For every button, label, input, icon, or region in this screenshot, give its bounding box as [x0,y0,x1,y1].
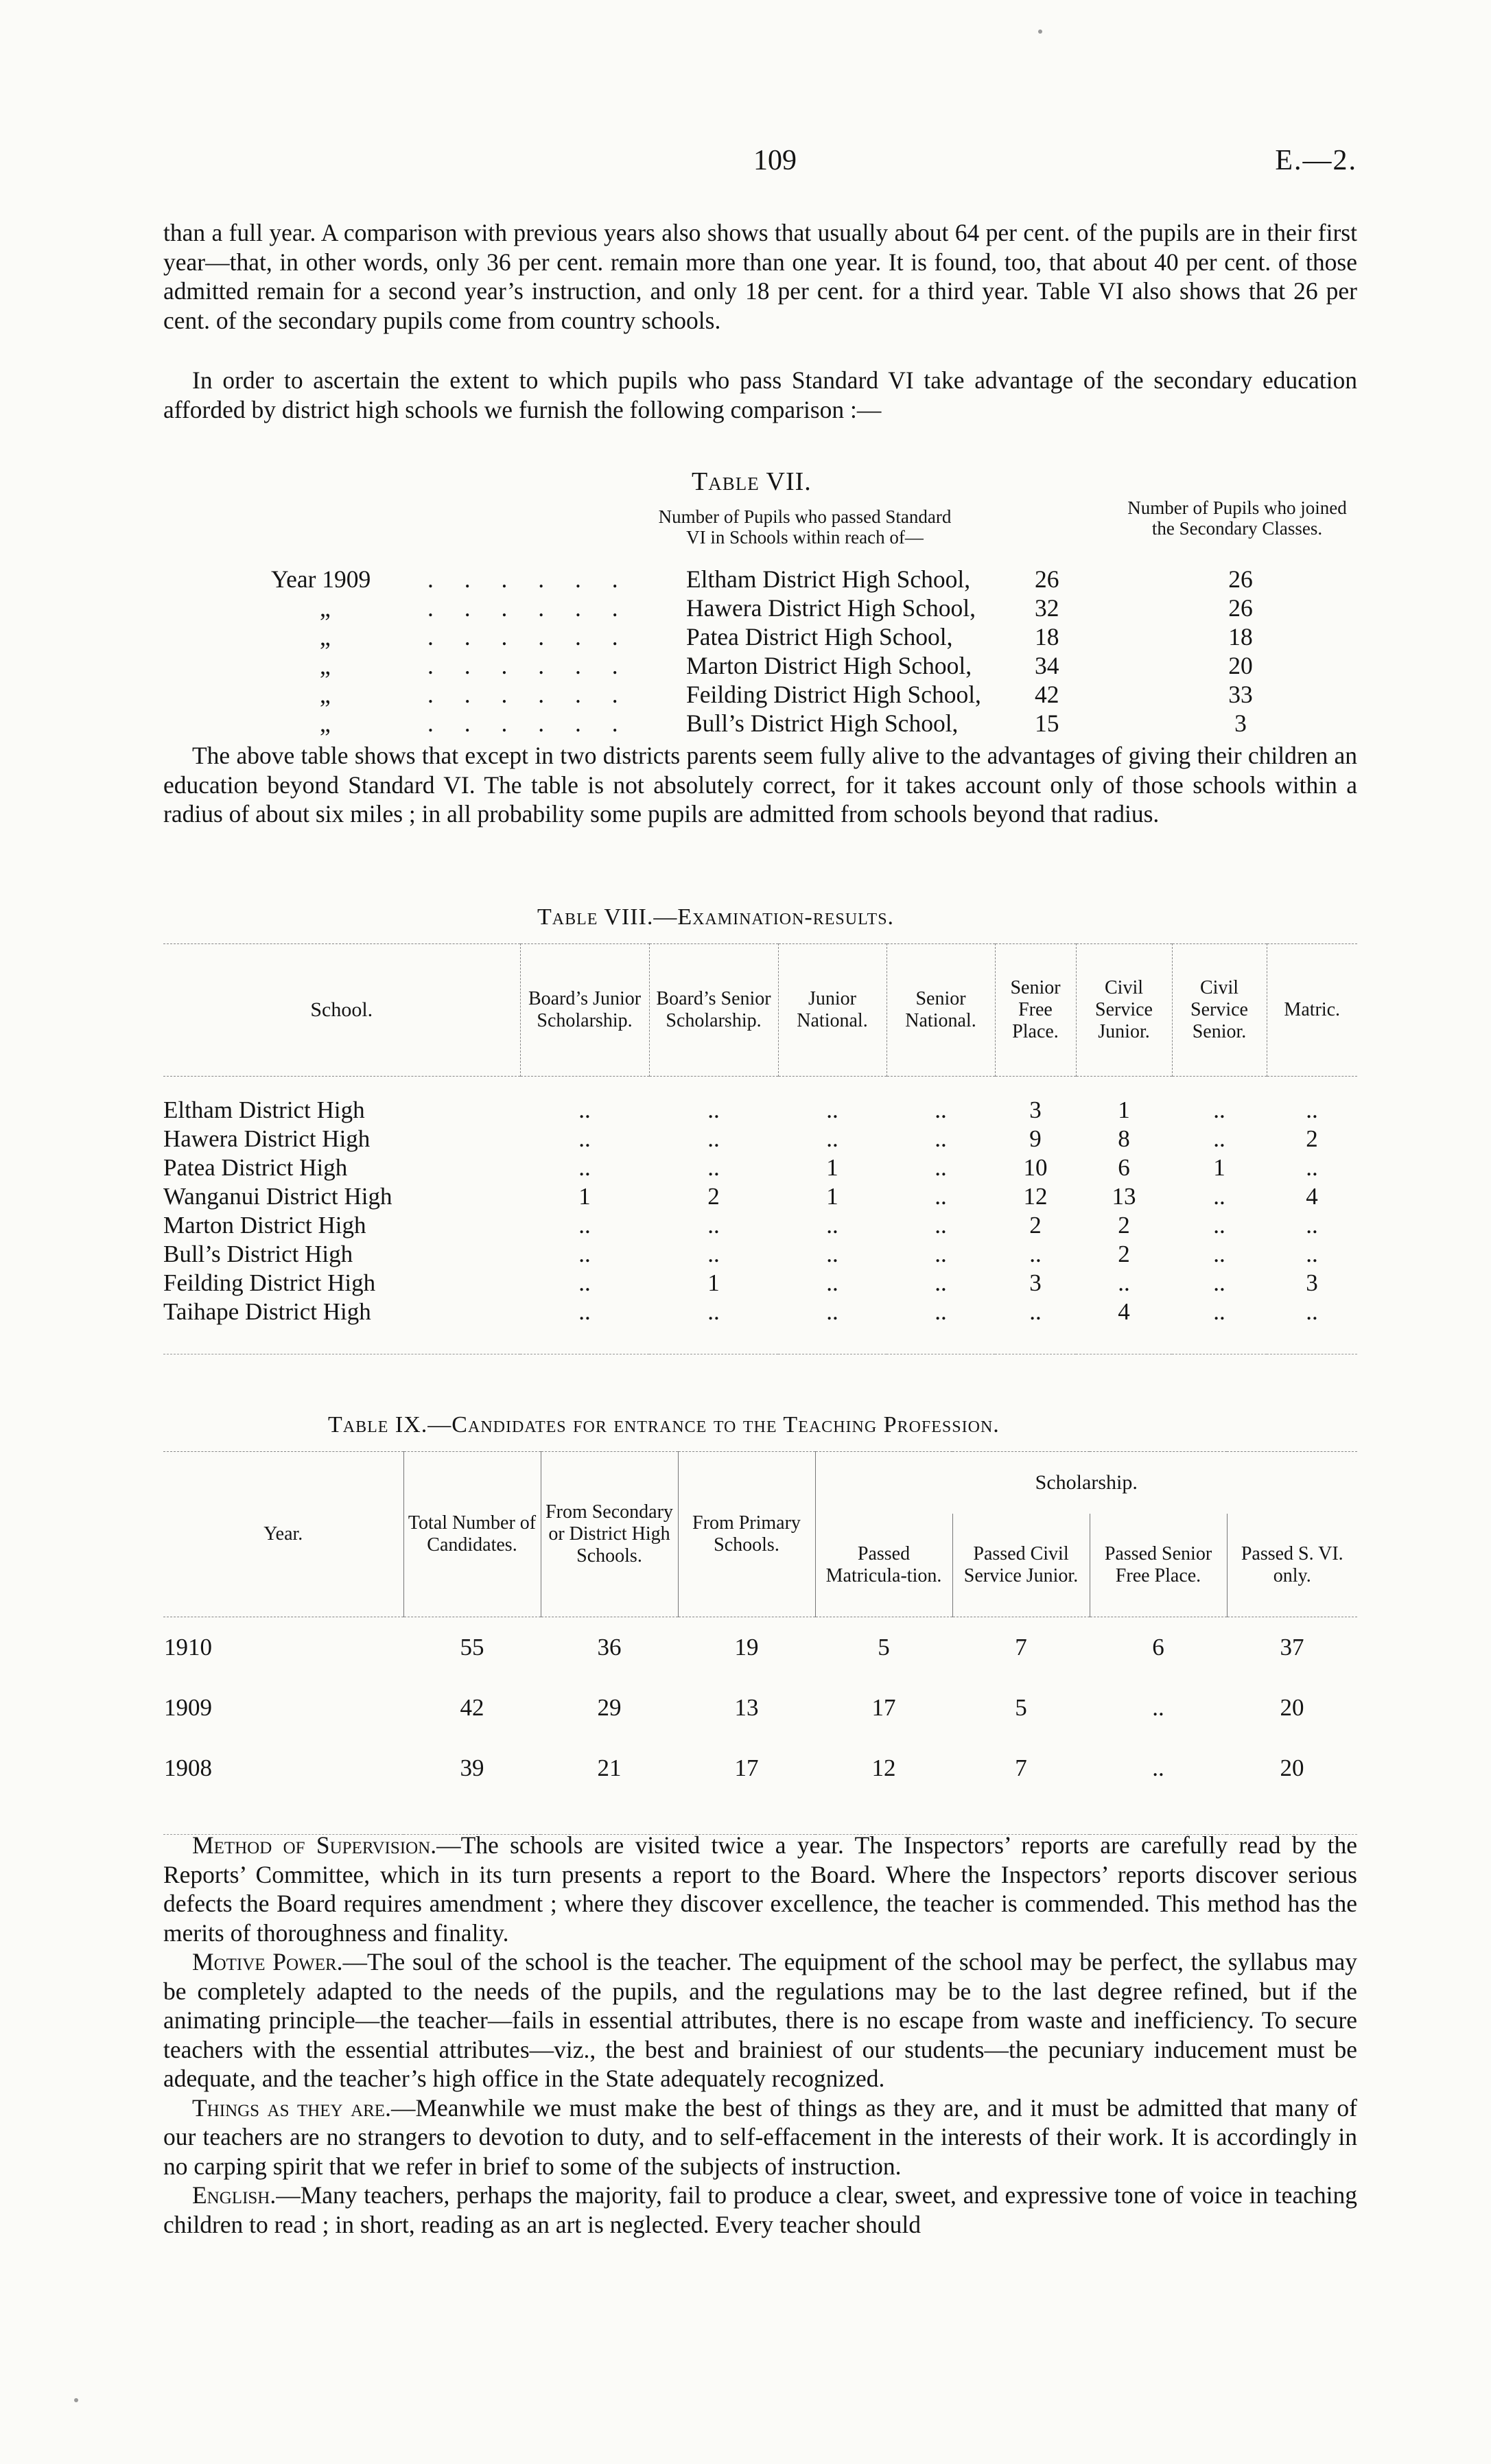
table8-school-name: Feilding District High [163,1269,376,1296]
table8-cell: .. [1306,1212,1318,1239]
table8-cell: 1 [1118,1096,1130,1123]
table7-passed: 26 [1035,565,1059,593]
table8-cell: 1 [826,1183,838,1210]
leader-dots: . . . . . . [427,709,631,737]
table8-header-matric: Matric. [1267,944,1357,1077]
table8-cell: .. [1306,1154,1318,1181]
table9-header-total: Total Number of Candidates. [403,1452,541,1617]
table7-year: „ [320,594,331,622]
section-paragraph [163,2181,1357,2239]
table8-cell: .. [578,1096,591,1123]
section-paragraph [163,1947,1357,2093]
table8-cell: .. [935,1298,947,1325]
table8-cell: .. [1213,1096,1225,1123]
leader-dots: . . . . . . [427,623,631,650]
table8-cell: .. [578,1298,591,1325]
table8-cell: .. [707,1154,720,1181]
section-paragraph [163,2093,1357,2181]
table8-cell: 9 [1029,1125,1042,1152]
table8-header-junior-national: Junior National. [778,944,887,1077]
table7-school: Marton District High School, [686,652,972,679]
table9-year: 1910 [164,1634,212,1661]
table9-year: 1909 [164,1694,212,1721]
table7-joined: 20 [1228,652,1253,679]
table9-header-matriculation: Passed Matricula-tion. [815,1514,952,1617]
table8-cell: .. [1306,1241,1318,1267]
table9-cell: 5 [1015,1694,1027,1721]
table8-cell: 4 [1118,1298,1130,1325]
section-heading: Things as they are. [192,2093,391,2122]
table8-cell: 2 [1118,1241,1130,1267]
table9-cell: 17 [734,1755,759,1781]
table7-school: Bull’s District High School, [686,709,959,737]
table7-joined: 18 [1228,623,1253,650]
table9-year: 1908 [164,1755,212,1781]
leader-dots: . . . . . . [427,652,631,679]
table8-row [163,1211,1357,1240]
table8-cell: 2 [1118,1212,1130,1239]
table9-cell: 55 [460,1634,484,1661]
table9-header-year: Year. [263,1523,303,1545]
table8-cell: .. [1213,1183,1225,1210]
table9-cell: 37 [1280,1634,1304,1661]
table8-cell: .. [1306,1096,1318,1123]
table8-cell: .. [1029,1241,1042,1267]
table7-row [163,709,1357,738]
table8-header-school: School. [310,998,373,1021]
table8-cell: 4 [1306,1183,1318,1210]
table8-cell: .. [578,1154,591,1181]
table8-school-name: Patea District High [163,1154,348,1181]
section-text: —Meanwhile we must make the best of things as they are, and it must be admitted that many of our teachers are no strangers to devotion to duty, and to self-effacement in the interests of their work. It is accordingly in no carping spirit that we refer in brief to some of the subjects of instruction. [163,2093,1358,2180]
table8-school-name: Bull’s District High [163,1241,353,1267]
section-heading: Motive Power. [192,1948,343,1975]
table7-passed: 42 [1035,681,1059,708]
table9-header-civil-service: Passed Civil Service Junior. [952,1514,1090,1617]
table8-cell: .. [578,1212,591,1239]
table8-row [163,1240,1357,1269]
table8-cell: .. [1029,1298,1042,1325]
table9-cell: 42 [460,1694,484,1721]
table8-cell: 12 [1023,1183,1048,1210]
table8-row [163,1182,1357,1211]
table9-row [163,1738,1357,1798]
table7-row [163,565,1357,594]
table8-cell: .. [707,1241,720,1267]
table8-cell: .. [826,1096,838,1123]
leader-dots: . . . . . . [427,681,631,708]
page-header [163,144,1357,185]
table7-school: Patea District High School, [686,623,953,650]
table8-school-name: Wanganui District High [163,1183,392,1210]
table8-cell: 10 [1023,1154,1048,1181]
table9-header-senior-free-place: Passed Senior Free Place. [1090,1514,1227,1617]
section-paragraph [163,1831,1357,1947]
table7-passed: 15 [1035,709,1059,737]
table7-header-passed: Number of Pupils who passed Standard VI in Schools within reach of— [658,506,952,548]
table8-school-name: Eltham District High [163,1096,365,1123]
table7-row [163,622,1357,651]
table9-cell: 7 [1015,1634,1027,1661]
table8-cell: .. [707,1298,720,1325]
table8-cell: .. [1213,1212,1225,1239]
table8-cell: 2 [1306,1125,1318,1152]
table8-cell: .. [707,1096,720,1123]
table8-cell: .. [1213,1298,1225,1325]
table9-title: Table IX.—Candidates for entrance to the Teaching Profession. [328,1412,1000,1438]
scan-speck [1038,30,1042,34]
table7-row [163,594,1357,622]
table8-cell: 2 [707,1183,720,1210]
table8-cell: 3 [1029,1269,1042,1296]
table8-cell: 13 [1112,1183,1136,1210]
section-text: —The soul of the school is the teacher. The equipment of the school may be perfect, the syllabus may be completely adapted to the needs of the pupils, and the regulations may be to the last degree refined, but if the animating principle—the teacher—fails in essential attributes, there is no escape from waste and inefficiency. To secure teachers with the essential attributes—viz., the best and brainiest of our students—the pecuniary inducement must be adequate, and the teacher’s high office in the State adequately recognized. [163,1948,1357,2092]
table8-cell: 6 [1118,1154,1130,1181]
table8-cell: .. [1306,1298,1318,1325]
table8-cell: 2 [1029,1212,1042,1239]
table8-row [163,1269,1357,1298]
table8-cell: .. [1213,1241,1225,1267]
table8-cell: .. [1118,1269,1130,1296]
table9-cell: 5 [878,1634,890,1661]
table8-cell: .. [935,1212,947,1239]
table8-cell: 1 [1213,1154,1225,1181]
leader-dots: . . . . . . [427,594,631,622]
table9-cell: 20 [1280,1755,1304,1781]
table8-school-name: Marton District High [163,1212,366,1239]
table7-year: „ [320,623,331,650]
scan-speck [74,2398,78,2402]
page-number: 109 [753,145,797,176]
table8-header-senior-free-place: Senior Free Place. [995,944,1076,1077]
report-sections [163,1831,1357,2239]
table8-cell: .. [935,1241,947,1267]
table8-school-name: Hawera District High [163,1125,371,1152]
table8-header-boards-junior: Board’s Junior Scholarship. [520,944,649,1077]
table8-cell: .. [578,1269,591,1296]
table8-cell: .. [826,1269,838,1296]
table7-joined: 33 [1228,681,1253,708]
table8-cell: .. [578,1241,591,1267]
table9-cell: 6 [1152,1634,1164,1661]
table7-school: Eltham District High School, [686,565,971,593]
table8-cell: .. [935,1183,947,1210]
table8-title: Table VIII.—Examination-results. [537,904,895,930]
table9-row [163,1678,1357,1738]
table9-cell: 29 [597,1694,622,1721]
table8-cell: .. [826,1212,838,1239]
table8-header-row [163,944,1357,1077]
table9-cell: 36 [597,1634,622,1661]
table8-cell: .. [935,1154,947,1181]
table9-header-scholarship: Scholarship. [815,1452,1357,1514]
section-heading: Method of Supervision. [192,1831,437,1859]
table7-header-joined: Number of Pupils who joined the Secondary Classes. [1127,497,1347,539]
table8-header-boards-senior: Board’s Senior Scholarship. [649,944,778,1077]
section-heading: English. [192,2181,277,2209]
section-text: —The schools are visited twice a year. The Inspectors’ reports are carefully read by the Reports’ Committee, which in its turn presents a report to the Board. Where the Inspectors’ reports discover serious defects the Board requires amendment ; where they discover excellence, the teacher is commended. This method has the merits of thoroughness and finality. [163,1831,1358,1947]
table7-year: „ [320,652,331,679]
table9 [163,1451,1357,1835]
table8-school-name: Taihape District High [163,1298,371,1325]
report-reference: E.—2. [1275,145,1357,176]
table7-year: Year 1909 [271,565,371,593]
table7-year: „ [320,709,331,737]
table8-cell: 1 [578,1183,591,1210]
table9-cell: 17 [871,1694,896,1721]
table9-cell: 39 [460,1755,484,1781]
table8-cell: .. [578,1125,591,1152]
table7-passed: 34 [1035,652,1059,679]
table9-cell: 21 [597,1755,622,1781]
paragraph-intro: than a full year. A comparison with previous years also shows that usually about 64 per cent. of the pupils are in their first year—that, in other words, only 36 per cent. remain more than one year. It is found, too, that about 40 per cent. of those admitted remain for a second year’s instruction, and only 18 per cent. for a third year. Table VI also shows that 26 per cent. of the secondary pupils come from country schools. [163,219,1357,334]
table7-row [163,651,1357,680]
table8-row [163,1125,1357,1153]
table8-row [163,1298,1357,1326]
table8-cell: 3 [1306,1269,1318,1296]
table7-title: Table VII. [692,467,812,496]
table9-cell: 7 [1015,1755,1027,1781]
table9-cell: .. [1152,1694,1164,1721]
table8-row [163,1096,1357,1125]
table8-cell: .. [707,1125,720,1152]
table9-cell: 19 [734,1634,759,1661]
table8-cell: 8 [1118,1125,1130,1152]
table8-cell: 1 [707,1269,720,1296]
table7-school: Feilding District High School, [686,681,981,708]
table8-cell: .. [935,1125,947,1152]
table7-row [163,680,1357,709]
table8-cell: .. [935,1096,947,1123]
table7-passed: 32 [1035,594,1059,622]
section-text: —Many teachers, perhaps the majority, fail to produce a clear, sweet, and expressive tone of voice in teaching children to read ; in short, reading as an art is neglected. Every teacher should [163,2181,1357,2238]
table8-header-senior-national: Senior National. [887,944,995,1077]
table8-header-civil-service-senior: Civil Service Senior. [1172,944,1267,1077]
table8-cell: .. [826,1298,838,1325]
table8-row [163,1153,1357,1182]
table9-header-secondary: From Secondary or District High Schools. [541,1452,678,1617]
table9-header-primary: From Primary Schools. [678,1452,815,1617]
table9-cell: .. [1152,1755,1164,1781]
table7-school: Hawera District High School, [686,594,976,622]
table7-joined: 26 [1228,594,1253,622]
table7-joined: 3 [1234,709,1247,737]
table7-joined: 26 [1228,565,1253,593]
leader-dots: . . . . . . [427,565,631,593]
table8 [163,943,1357,1354]
table9-cell: 20 [1280,1694,1304,1721]
table8-cell: .. [935,1269,947,1296]
paragraph-comparison: In order to ascertain the extent to which pupils who pass Standard VI take advantage of the secondary education afforded by district high schools we furnish the following comparison :— [163,366,1357,423]
table8-header-civil-service-junior: Civil Service Junior. [1076,944,1172,1077]
table9-cell: 12 [871,1755,896,1781]
table8-cell: .. [707,1212,720,1239]
table9-header-s6-only: Passed S. VI. only. [1227,1514,1357,1617]
paragraph-table7-notes: The above table shows that except in two districts parents seem fully alive to the advantages of giving their children an education beyond Standard VI. The table is not absolutely correct, for it takes account only of those schools within a radius of about six miles ; in all probability some pupils are admitted from schools beyond that radius. [163,742,1357,828]
table8-cell: .. [826,1241,838,1267]
table7-year: „ [320,681,331,708]
table8-cell: 1 [826,1154,838,1181]
table8-cell: .. [1213,1269,1225,1296]
table9-row [163,1617,1357,1678]
table9-cell: 13 [734,1694,759,1721]
table8-cell: 3 [1029,1096,1042,1123]
table8-cell: .. [1213,1125,1225,1152]
table8-cell: .. [826,1125,838,1152]
table7-passed: 18 [1035,623,1059,650]
